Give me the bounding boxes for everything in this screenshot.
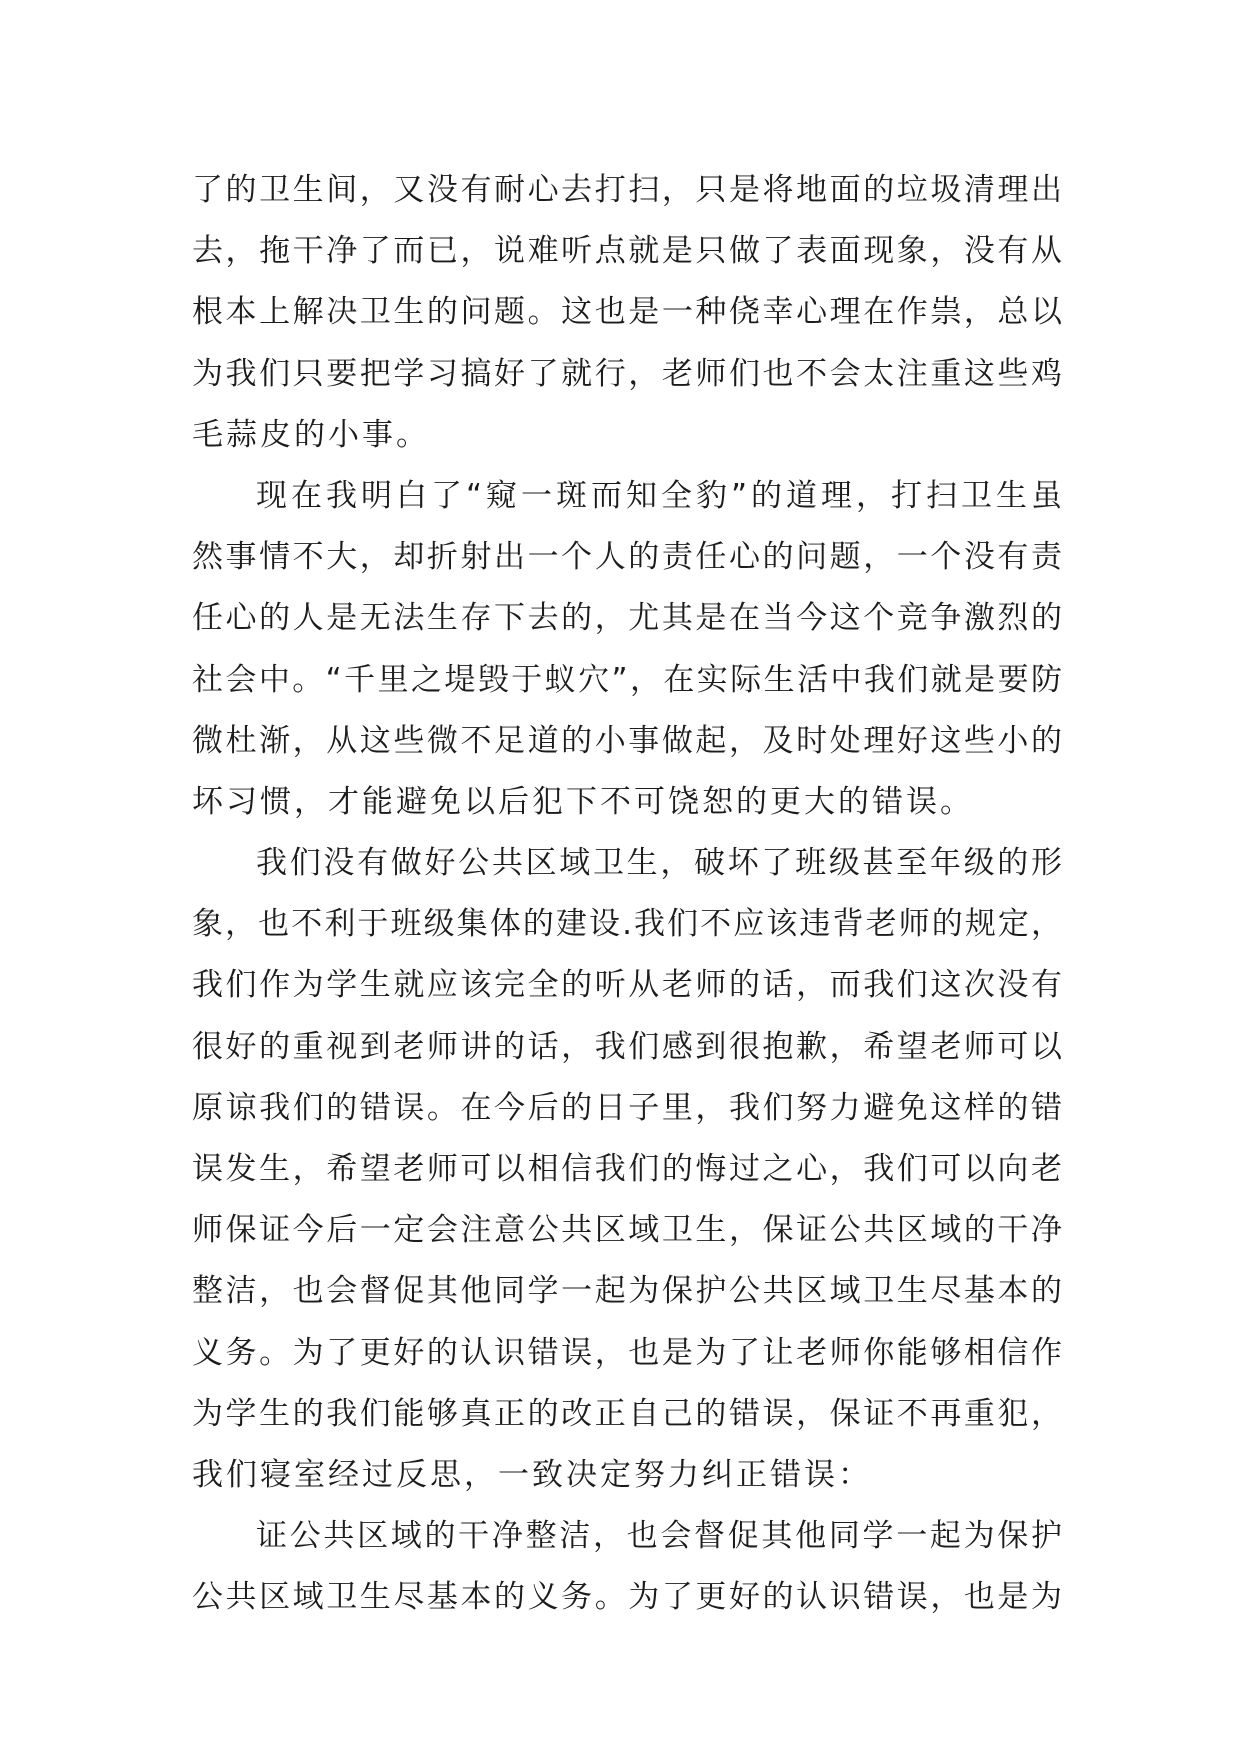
text-line: 我们寝室经过反思，一致决定努力纠正错误： — [192, 1456, 872, 1493]
text-line: 为我们只要把学习搞好了就行，老师们也不会太注重这些鸡 — [192, 355, 1062, 392]
text-line: 整洁，也会督促其他同学一起为保护公共区域卫生尽基本的 — [192, 1273, 1062, 1310]
text-line: 师保证今后一定会注意公共区域卫生，保证公共区域的干净 — [192, 1212, 1062, 1249]
text-line: 公共区域卫生尽基本的义务。为了更好的认识错误，也是为 — [192, 1579, 1062, 1616]
paragraph-first-line: 证公共区域的干净整洁，也会督促其他同学一起为保护 — [256, 1518, 1062, 1555]
text-line: 义务。为了更好的认识错误，也是为了让老师你能够相信作 — [192, 1334, 1062, 1371]
text-line: 原谅我们的错误。在今后的日子里，我们努力避免这样的错 — [192, 1089, 1062, 1126]
text-line: 象，也不利于班级集体的建设.我们不应该违背老师的规定， — [192, 906, 1062, 943]
text-line: 去，拖干净了而已，说难听点就是只做了表面现象，没有从 — [192, 233, 1062, 270]
text-line: 了的卫生间，又没有耐心去打扫，只是将地面的垃圾清理出 — [192, 172, 1062, 208]
text-line: 根本上解决卫生的问题。这也是一种侥幸心理在作祟，总以 — [192, 294, 1062, 331]
text-line: 很好的重视到老师讲的话，我们感到很抱歉，希望老师可以 — [192, 1028, 1062, 1065]
document-body — [192, 160, 1062, 1629]
text-line: 坏习惯，才能避免以后犯下不可饶恕的更大的错误。 — [192, 783, 974, 820]
text-line: 为学生的我们能够真正的改正自己的错误，保证不再重犯， — [192, 1395, 1062, 1432]
text-line: 微杜渐，从这些微不足道的小事做起，及时处理好这些小的 — [192, 722, 1062, 759]
paragraph-first-line: 我们没有做好公共区域卫生，破坏了班级甚至年级的形 — [256, 845, 1062, 882]
text-line: 误发生，希望老师可以相信我们的悔过之心，我们可以向老 — [192, 1151, 1062, 1187]
text-line: 社会中。“千里之堤毁于蚁穴”，在实际生活中我们就是要防 — [192, 661, 1062, 698]
text-line: 毛蒜皮的小事。 — [192, 416, 430, 453]
text-line: 然事情不大，却折射出一个人的责任心的问题，一个没有责 — [192, 539, 1062, 576]
text-line: 任心的人是无法生存下去的，尤其是在当今这个竞争激烈的 — [192, 600, 1062, 637]
paragraph-first-line: 现在我明白了“窥一斑而知全豹”的道理，打扫卫生虽 — [256, 477, 1062, 514]
text-line: 我们作为学生就应该完全的听从老师的话，而我们这次没有 — [192, 967, 1062, 1004]
